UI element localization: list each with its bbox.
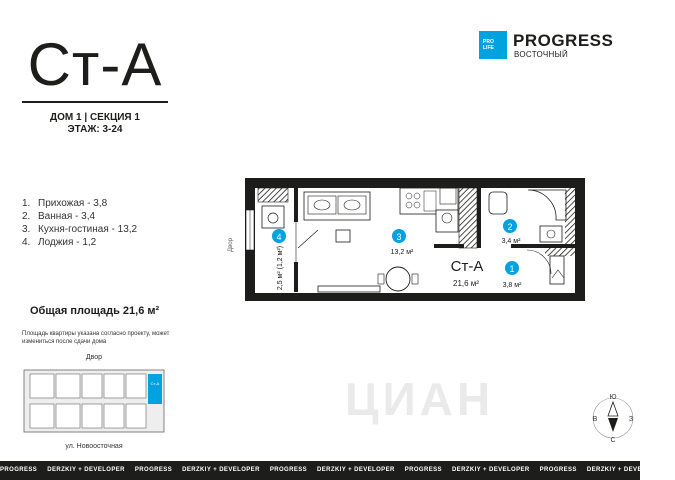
room-4-area: 2,5 м² (1,2 м²) [277, 245, 284, 291]
strip-developer-label: DERZKIY + DEVELOPER [182, 467, 260, 473]
apartment-title: Ст-А [27, 31, 163, 98]
compass-e: В [592, 416, 598, 423]
room-number: 1. [22, 198, 31, 209]
plan-side-label: Двор [228, 238, 234, 252]
room-2-area: 3,4 м² [501, 238, 521, 245]
strip-developer-label: DERZKIY + DEVELOPER [47, 467, 125, 473]
compass-needle-icon [608, 402, 618, 416]
site-bottom-label: ул. Новоосточная [65, 443, 123, 450]
compass-n: С [610, 437, 616, 444]
area-note: Площадь квартиры указана согласно проекту, может измениться после сдачи дома [22, 331, 170, 345]
compass-w: З [628, 416, 634, 423]
logo-box-line1: PRO [483, 39, 494, 45]
strip-progress-label: PROGRESS [134, 467, 173, 473]
room-3-area: 13,2 м² [390, 249, 414, 256]
room-label: Ванная - 3,4 [38, 211, 96, 222]
site-highlight [148, 374, 162, 404]
compass-s: Ю [609, 394, 617, 401]
brand-name: PROGRESS [513, 31, 614, 50]
site-highlight-label: Ст-А [150, 381, 160, 386]
hatched-right [565, 188, 575, 244]
shower [528, 190, 566, 220]
coffee-table [336, 230, 350, 242]
toilet [489, 192, 507, 214]
marker-3-num: 3 [396, 232, 402, 242]
outer-wall-right [575, 178, 585, 301]
strip-progress-label: PROGRESS [269, 467, 308, 473]
strip-progress-label: PROGRESS [539, 467, 577, 473]
hatched-column [258, 188, 288, 202]
room-label: Прихожая - 3,8 [38, 198, 108, 209]
site-plan [24, 370, 164, 432]
strip-progress-label: PROGRESS [404, 467, 442, 473]
compass [593, 398, 633, 438]
room-1-area: 3,8 м² [502, 282, 522, 289]
floor-range: ЭТАЖ: 3-24 [67, 124, 123, 135]
room-number: 4. [22, 237, 31, 248]
washbasin [540, 226, 562, 242]
outer-wall-top [245, 178, 585, 188]
logo-box-line2: LIFE [483, 45, 494, 51]
floor-plan [245, 178, 585, 301]
room-number: 3. [22, 224, 31, 235]
plan-unit-label: Ст-А [450, 258, 484, 275]
wardrobe [550, 256, 564, 284]
tv-unit [318, 286, 380, 292]
room-number: 2. [22, 211, 31, 222]
marker-2-num: 2 [507, 222, 513, 232]
watermark: ЦИАН [345, 373, 495, 425]
room-label: Лоджия - 1,2 [38, 237, 97, 248]
compass-tail-icon [608, 418, 618, 432]
dining-table [386, 267, 410, 291]
footer-brand-strip [0, 461, 665, 480]
hatched-shaft [459, 188, 477, 248]
site-top-label: Двор [85, 354, 103, 361]
total-area: Общая площадь 21,6 м² [30, 305, 160, 317]
room-label: Кухня-гостиная - 13,2 [38, 224, 138, 235]
strip-progress-label: PROGRESS [0, 467, 38, 473]
house-section: ДОМ 1 | СЕКЦИЯ 1 [50, 112, 140, 123]
strip-developer-label: DERZKIY + DEVELOPER [317, 467, 395, 473]
washer [262, 206, 284, 228]
outer-wall-bottom [245, 293, 585, 301]
marker-1-num: 1 [509, 264, 515, 274]
brand-subtitle: ВОСТОЧНЫЙ [514, 50, 569, 59]
strip-developer-label: DERZKIY + DEVELOPER [451, 467, 530, 473]
marker-4-num: 4 [276, 232, 282, 242]
strip-developer-label: DERZKIY + DEVELOPER [586, 467, 665, 473]
plan-unit-area: 21,6 м² [453, 279, 479, 288]
